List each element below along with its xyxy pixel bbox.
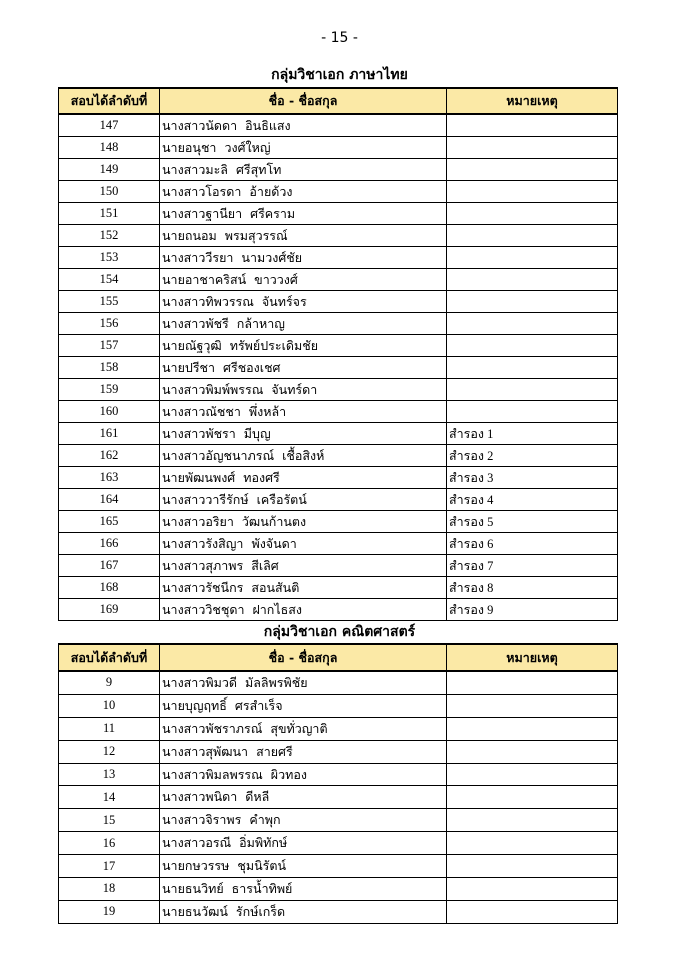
table-row	[59, 855, 618, 878]
name-cell	[160, 269, 447, 291]
first-name: นายธนวิทย์	[162, 881, 224, 896]
remark-cell: สำรอง 1	[447, 423, 618, 445]
rank-cell: 12	[59, 740, 160, 763]
first-name: นายอาชาคริสน์	[162, 272, 247, 287]
remark-cell: สำรอง 4	[447, 489, 618, 511]
first-name: นางสาวพิมวดี	[162, 675, 237, 690]
name-cell	[160, 511, 447, 533]
name-cell	[160, 137, 447, 159]
table-row	[59, 137, 618, 159]
table-row	[59, 467, 618, 489]
remark-cell	[447, 671, 618, 694]
table-row	[59, 577, 618, 599]
last-name: อินธิแสง	[245, 118, 291, 133]
last-name: เชื้อสิงห์	[282, 448, 325, 463]
last-name: พึ่งหล้า	[248, 404, 287, 419]
last-name: พรมสุวรรณ์	[224, 228, 288, 243]
table-row	[59, 511, 618, 533]
first-name: นางสาวทิพวรรณ	[162, 294, 254, 309]
rank-cell: 157	[59, 335, 160, 357]
last-name: รักษ์เกร็ด	[235, 904, 286, 919]
first-name: นางสาวรังสิญา	[162, 536, 244, 551]
first-name: นางสาวพัชรา	[162, 426, 236, 441]
name-cell	[160, 900, 447, 923]
first-name: นางสาวพัชรี	[162, 316, 229, 331]
name-cell	[160, 401, 447, 423]
rank-cell: 154	[59, 269, 160, 291]
rank-cell: 148	[59, 137, 160, 159]
last-name: เครือรัตน์	[256, 492, 307, 507]
rank-cell: 11	[59, 717, 160, 740]
table-row	[59, 445, 618, 467]
last-name: พังจันดา	[251, 536, 297, 551]
rank-cell: 161	[59, 423, 160, 445]
last-name: ทองศรี	[243, 470, 280, 485]
name-cell	[160, 671, 447, 694]
table-row	[59, 878, 618, 901]
last-name: ขาววงศ์	[254, 272, 298, 287]
table-row	[59, 291, 618, 313]
name-cell	[160, 445, 447, 467]
last-name: ศรีสุทโท	[235, 162, 282, 177]
name-cell	[160, 533, 447, 555]
first-name: นางสาวพิมพ์พรรณ	[162, 382, 264, 397]
rank-cell: 166	[59, 533, 160, 555]
remark-cell	[447, 247, 618, 269]
last-name: ศรสำเร็จ	[234, 698, 283, 713]
page-number: - 15 -	[321, 30, 358, 46]
last-name: สุขทั่วญาติ	[270, 721, 328, 736]
last-name: วัฒนก้านตง	[241, 514, 307, 529]
table-row	[59, 786, 618, 809]
remark-cell	[447, 225, 618, 247]
first-name: นายณัฐวุฒิ	[162, 338, 222, 353]
remark-cell	[447, 269, 618, 291]
remark-cell	[447, 203, 618, 225]
name-cell	[160, 599, 447, 621]
table-row	[59, 489, 618, 511]
remark-cell: สำรอง 6	[447, 533, 618, 555]
rank-cell: 168	[59, 577, 160, 599]
rank-cell: 155	[59, 291, 160, 313]
last-name: ทรัพย์ประเดิมชัย	[229, 338, 319, 353]
rank-cell: 147	[59, 114, 160, 137]
table-row	[59, 247, 618, 269]
rank-cell: 16	[59, 832, 160, 855]
table-row	[59, 717, 618, 740]
rank-cell: 169	[59, 599, 160, 621]
table-row	[59, 809, 618, 832]
first-name: นางสาวอรณี	[162, 836, 232, 851]
section-title-math: กลุ่มวิชาเอก คณิตศาสตร์	[263, 624, 416, 640]
rank-cell: 15	[59, 809, 160, 832]
rank-cell: 18	[59, 878, 160, 901]
last-name: จันทร์ดา	[271, 382, 318, 397]
table-row	[59, 114, 618, 137]
first-name: นางสาวสุพัฒนา	[162, 744, 249, 759]
first-name: นายอนุชา	[162, 140, 217, 155]
table-row	[59, 555, 618, 577]
rank-cell: 165	[59, 511, 160, 533]
name-cell	[160, 740, 447, 763]
table-row	[59, 900, 618, 923]
name-cell	[160, 313, 447, 335]
last-name: วงศ์ใหญ่	[224, 140, 271, 155]
first-name: นางสาวอัญชนาภรณ์	[162, 448, 275, 463]
first-name: นางสาวฐานียา	[162, 206, 243, 221]
remark-cell	[447, 878, 618, 901]
rank-cell: 159	[59, 379, 160, 401]
name-cell	[160, 423, 447, 445]
header-remark: หมายเหตุ	[447, 644, 618, 671]
remark-cell	[447, 694, 618, 717]
rank-cell: 19	[59, 900, 160, 923]
remark-cell: สำรอง 2	[447, 445, 618, 467]
first-name: นางสาวรัชนีกร	[162, 580, 244, 595]
table-row	[59, 533, 618, 555]
rank-cell: 160	[59, 401, 160, 423]
remark-cell: สำรอง 9	[447, 599, 618, 621]
section-title-thai: กลุ่มวิชาเอก ภาษาไทย	[271, 67, 408, 83]
header-rank: สอบได้ลำดับที่	[59, 88, 160, 114]
first-name: นางสาวพนิดา	[162, 790, 238, 805]
remark-cell	[447, 379, 618, 401]
remark-cell	[447, 900, 618, 923]
name-cell	[160, 247, 447, 269]
remark-cell: สำรอง 5	[447, 511, 618, 533]
header-name: ชื่อ - ชื่อสกุล	[160, 644, 447, 671]
first-name: นายธนวัฒน์	[162, 904, 228, 919]
last-name: ดีหลี	[245, 790, 270, 805]
last-name: อ้ายด้วง	[249, 184, 293, 199]
first-name: นางสาวจิราพร	[162, 813, 242, 828]
name-cell	[160, 694, 447, 717]
last-name: อิ่มพิทักษ์	[239, 836, 288, 851]
name-cell	[160, 225, 447, 247]
remark-cell	[447, 181, 618, 203]
rank-cell: 167	[59, 555, 160, 577]
table-row	[59, 763, 618, 786]
name-cell	[160, 291, 447, 313]
remark-cell	[447, 313, 618, 335]
name-cell	[160, 114, 447, 137]
rank-cell: 164	[59, 489, 160, 511]
name-cell	[160, 181, 447, 203]
rank-cell: 17	[59, 855, 160, 878]
last-name: จันทร์จร	[261, 294, 307, 309]
rank-cell: 152	[59, 225, 160, 247]
remark-cell	[447, 114, 618, 137]
remark-cell	[447, 335, 618, 357]
first-name: นางสาววีรยา	[162, 250, 234, 265]
last-name: ชุมนิรัตน์	[237, 859, 287, 874]
remark-cell: สำรอง 8	[447, 577, 618, 599]
remark-cell	[447, 357, 618, 379]
rank-cell: 158	[59, 357, 160, 379]
remark-cell: สำรอง 7	[447, 555, 618, 577]
name-cell	[160, 203, 447, 225]
first-name: นางสาวอริยา	[162, 514, 234, 529]
first-name: นางสาวนัดดา	[162, 118, 238, 133]
name-cell	[160, 467, 447, 489]
first-name: นายบุญฤทธิ์	[162, 698, 227, 713]
name-cell	[160, 379, 447, 401]
name-cell	[160, 489, 447, 511]
rank-cell: 149	[59, 159, 160, 181]
name-cell	[160, 878, 447, 901]
remark-cell: สำรอง 3	[447, 467, 618, 489]
first-name: นางสาวโอรดา	[162, 184, 242, 199]
last-name: สอนสันติ	[251, 580, 300, 595]
table-body	[59, 671, 618, 923]
table-row	[59, 181, 618, 203]
table-header-row	[59, 644, 618, 671]
remark-cell	[447, 855, 618, 878]
table-row	[59, 401, 618, 423]
header-name: ชื่อ - ชื่อสกุล	[160, 88, 447, 114]
last-name: นามวงศ์ชัย	[241, 250, 303, 265]
last-name: ฝากไธสง	[252, 602, 303, 617]
first-name: นายกษวรรษ	[162, 859, 230, 874]
rank-cell: 13	[59, 763, 160, 786]
remark-cell	[447, 159, 618, 181]
remark-cell	[447, 740, 618, 763]
last-name: มัลลิพรพิชัย	[244, 675, 308, 690]
table-row	[59, 832, 618, 855]
table-row	[59, 423, 618, 445]
name-cell	[160, 855, 447, 878]
table-row	[59, 203, 618, 225]
thai-results-table	[58, 87, 618, 621]
name-cell	[160, 763, 447, 786]
name-cell	[160, 832, 447, 855]
rank-cell: 9	[59, 671, 160, 694]
name-cell	[160, 577, 447, 599]
table-row	[59, 357, 618, 379]
first-name: นางสาววิชชุดา	[162, 602, 245, 617]
rank-cell: 163	[59, 467, 160, 489]
remark-cell	[447, 717, 618, 740]
last-name: ผิวทอง	[270, 767, 307, 782]
name-cell	[160, 717, 447, 740]
table-row	[59, 225, 618, 247]
first-name: นางสาวพัชราภรณ์	[162, 721, 263, 736]
last-name: สีเลิศ	[251, 558, 279, 573]
table-header-row	[59, 88, 618, 114]
remark-cell	[447, 832, 618, 855]
name-cell	[160, 809, 447, 832]
first-name: นายพัฒนพงศ์	[162, 470, 236, 485]
math-results-table	[58, 643, 618, 924]
name-cell	[160, 159, 447, 181]
table-row	[59, 740, 618, 763]
remark-cell	[447, 809, 618, 832]
remark-cell	[447, 291, 618, 313]
header-remark: หมายเหตุ	[447, 88, 618, 114]
rank-cell: 14	[59, 786, 160, 809]
last-name: ศรีชองเชศ	[223, 360, 281, 375]
remark-cell	[447, 401, 618, 423]
header-rank: สอบได้ลำดับที่	[59, 644, 160, 671]
first-name: นางสาววารีรักษ์	[162, 492, 249, 507]
table-body	[59, 114, 618, 621]
rank-cell: 10	[59, 694, 160, 717]
first-name: นางสาวณัชชา	[162, 404, 241, 419]
name-cell	[160, 786, 447, 809]
table-row	[59, 313, 618, 335]
last-name: สายศรี	[256, 744, 293, 759]
remark-cell	[447, 763, 618, 786]
name-cell	[160, 357, 447, 379]
rank-cell: 153	[59, 247, 160, 269]
table-row	[59, 269, 618, 291]
last-name: มีบุญ	[243, 426, 271, 441]
name-cell	[160, 555, 447, 577]
last-name: ธารน้ำทิพย์	[231, 881, 293, 896]
first-name: นางสาวพิมลพรรณ	[162, 767, 263, 782]
table-row	[59, 335, 618, 357]
table-row	[59, 671, 618, 694]
first-name: นายปรีชา	[162, 360, 216, 375]
last-name: ศรีคราม	[250, 206, 296, 221]
last-name: คำพุก	[249, 813, 281, 828]
first-name: นางสาวสุภาพร	[162, 558, 244, 573]
rank-cell: 162	[59, 445, 160, 467]
table-row	[59, 159, 618, 181]
table-row	[59, 599, 618, 621]
name-cell	[160, 335, 447, 357]
first-name: นางสาวมะลิ	[162, 162, 228, 177]
rank-cell: 150	[59, 181, 160, 203]
table-row	[59, 694, 618, 717]
last-name: กล้าหาญ	[236, 316, 285, 331]
rank-cell: 151	[59, 203, 160, 225]
remark-cell	[447, 137, 618, 159]
rank-cell: 156	[59, 313, 160, 335]
remark-cell	[447, 786, 618, 809]
table-row	[59, 379, 618, 401]
first-name: นายถนอม	[162, 228, 217, 243]
